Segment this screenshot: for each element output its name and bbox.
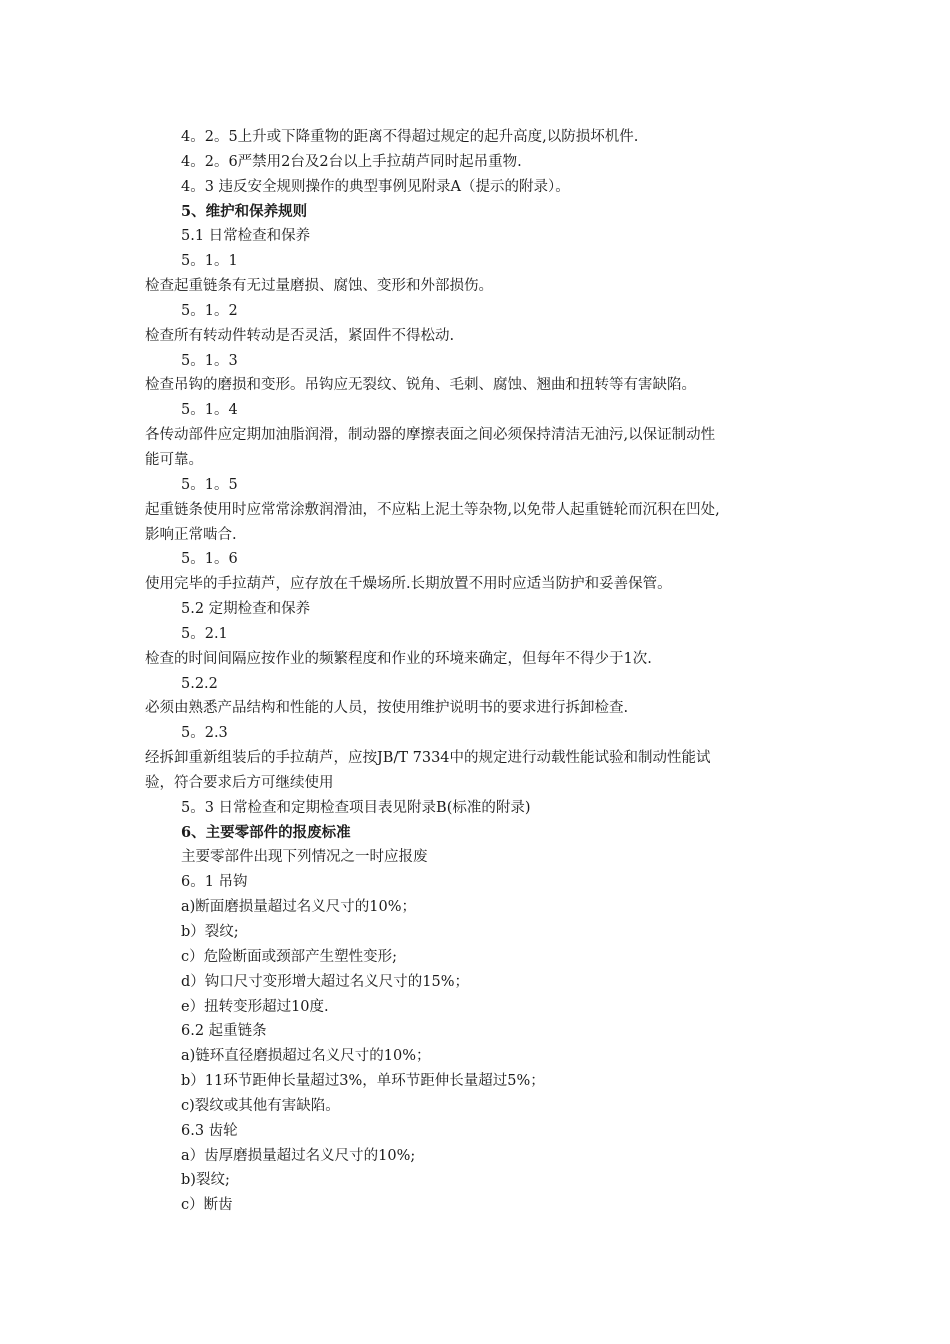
- text-line: 4。3 违反安全规则操作的典型事例见附录A（提示的附录）。: [181, 178, 570, 195]
- text-line: 主要零部件出现下列情况之一时应报废: [181, 849, 428, 866]
- text-line: 经拆卸重新组装后的手拉葫芦，应按JB/T 7334中的规定进行动载性能试验和制动性能试: [145, 750, 711, 767]
- text-line: 各传动部件应定期加油脂润滑，制动器的摩擦表面之间必须保持清洁无油污,以保证制动性: [145, 427, 716, 444]
- text-line: b）裂纹;: [181, 924, 239, 940]
- text-line: a)断面磨损量超过名义尺寸的10%；: [181, 899, 417, 916]
- text-line: 必须由熟悉产品结构和性能的人员，按使用维护说明书的要求进行拆卸检查.: [145, 700, 629, 717]
- section-heading: 5、维护和保养规则: [181, 202, 308, 220]
- text-line: a)链环直径磨损超过名义尺寸的10%；: [181, 1048, 431, 1065]
- text-line: 5。2.1: [181, 625, 228, 642]
- text-line: c）断齿: [181, 1197, 233, 1214]
- text-line: 5.1 日常检查和保养: [181, 228, 311, 245]
- text-line: 检查吊钩的磨损和变形。吊钩应无裂纹、锐角、毛刺、腐蚀、翘曲和扭转等有害缺陷。: [145, 377, 696, 394]
- text-line: 4。2。5上升或下降重物的距离不得超过规定的起升高度,以防损坏机件.: [181, 129, 639, 145]
- text-line: a）齿厚磨损量超过名义尺寸的10%;: [181, 1147, 416, 1164]
- text-line: 使用完毕的手拉葫芦，应存放在千燥场所.长期放置不用时应适当防护和妥善保管。: [145, 576, 672, 593]
- text-line: 5.2.2: [181, 675, 218, 692]
- text-line: d）钩口尺寸变形增大超过名义尺寸的15%；: [181, 973, 470, 990]
- text-line: 6。1 吊钩: [181, 874, 248, 891]
- text-line: 5。1。4: [181, 402, 238, 419]
- text-line: e）扭转变形超过10度.: [181, 998, 329, 1015]
- text-line: 6.3 齿轮: [181, 1122, 238, 1139]
- text-line: 影响正常啮合.: [145, 526, 237, 543]
- text-line: 能可靠。: [145, 451, 203, 468]
- text-line: 5.2 定期检查和保养: [181, 601, 311, 618]
- document-body: [145, 125, 825, 1218]
- text-line: 检查起重链条有无过量磨损、腐蚀、变形和外部损伤。: [145, 278, 493, 295]
- text-line: 验，符合要求后方可继续使用: [145, 774, 334, 791]
- text-line: 5。1。6: [181, 551, 238, 568]
- text-line: b）11环节距伸长量超过3%，单环节距伸长量超过5%；: [181, 1073, 545, 1090]
- text-line: 6.2 起重链条: [181, 1023, 267, 1040]
- text-line: 5。1。2: [181, 302, 238, 319]
- text-line: 检查的时间间隔应按作业的频繁程度和作业的环境来确定，但每年不得少于1次.: [145, 650, 652, 667]
- text-line: c)裂纹或其他有害缺陷。: [181, 1097, 340, 1114]
- text-line: c）危险断面或颈部产生塑性变形;: [181, 948, 398, 965]
- text-line: 4。2。6严禁用2台及2台以上手拉葫芦同时起吊重物.: [181, 153, 522, 170]
- text-line: 5。2.3: [181, 725, 228, 742]
- text-line: 5。1。5: [181, 476, 238, 493]
- text-line: b)裂纹;: [181, 1172, 230, 1189]
- text-line: 检查所有转动件转动是否灵活，紧固件不得松动.: [145, 327, 455, 344]
- text-line: 起重链条使用时应常常涂敷润滑油，不应粘上泥土等杂物,以免带人起重链轮而沉积在凹处,: [145, 501, 720, 518]
- text-line: 5。1。3: [181, 352, 238, 369]
- text-line: 5。1。1: [181, 253, 238, 270]
- text-line: 5。3 日常检查和定期检查项目表见附录B(标准的附录): [181, 799, 531, 816]
- section-heading: 6、主要零部件的报废标准: [181, 823, 351, 841]
